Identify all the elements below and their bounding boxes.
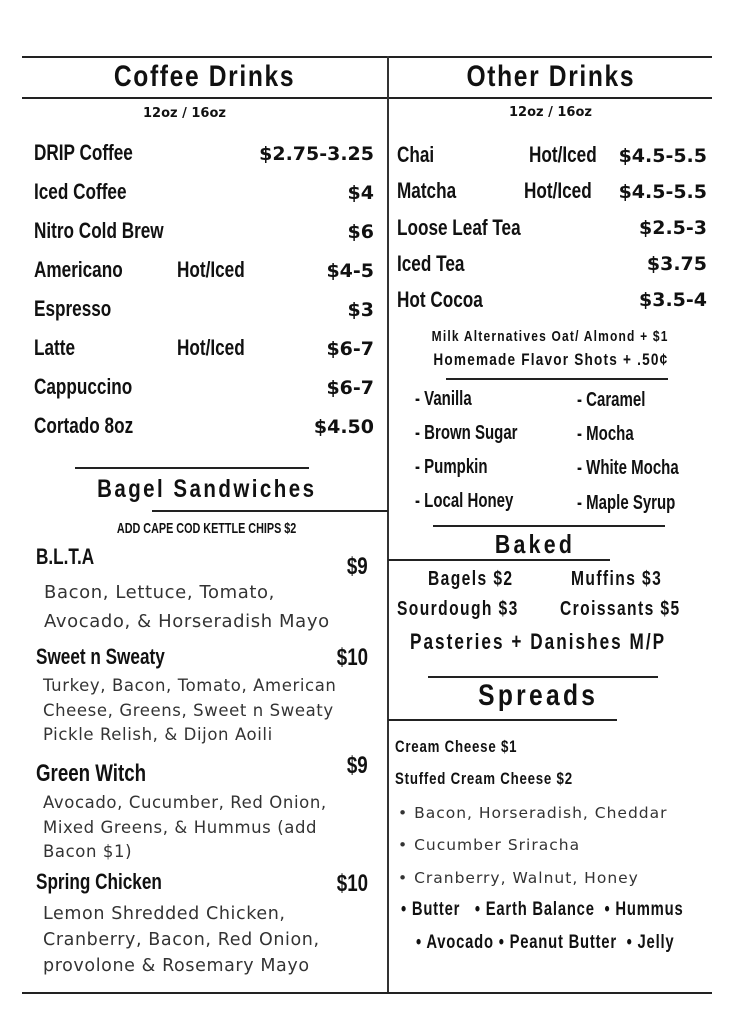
sandwich-description [44, 578, 330, 636]
coffee-item-name: Nitro Cold Brew [34, 218, 164, 243]
desc-line: provolone & Rosemary Mayo [43, 956, 310, 976]
sandwich-name: Spring Chicken [36, 869, 162, 894]
drink-item-name: Hot Cocoa [397, 287, 483, 312]
coffee-item-price: $4-5 [326, 260, 374, 282]
bottom-border [22, 992, 712, 994]
coffee-sizes: 12oz / 16oz [143, 106, 226, 121]
desc-line: Bacon, Lettuce, Tomato, [44, 582, 275, 603]
coffee-item-name: Americano [34, 257, 123, 282]
drink-item-name: Loose Leaf Tea [397, 215, 521, 240]
milk-alternatives: Milk Alternatives Oat/ Almond + $1 [432, 328, 669, 345]
spreads-title: Spreads [477, 679, 599, 712]
drink-item-option: Hot/Iced [524, 178, 592, 203]
baked-item: Muffins $3 [571, 568, 663, 590]
desc-line: Bacon $1) [43, 842, 133, 861]
divider [75, 467, 309, 469]
baked-item: Pasteries + Danishes M/P [410, 629, 667, 654]
desc-line: Cheese, Greens, Sweet n Sweaty [43, 700, 334, 720]
desc-line: Pickle Relish, & Dijon Aoili [43, 725, 273, 744]
spread-options-row: • Butter • Earth Balance • Hummus [401, 899, 684, 920]
drink-item-option: Hot/Iced [529, 142, 597, 167]
coffee-drinks-title: Coffee Drinks [113, 60, 296, 93]
flavor-shots: Homemade Flavor Shots + .50¢ [432, 350, 669, 369]
chips-addon: ADD CAPE COD KETTLE CHIPS $2 [117, 520, 297, 537]
stuffed-option: • Cranberry, Walnut, Honey [398, 869, 639, 887]
divider [388, 559, 610, 561]
coffee-item-price: $6-7 [326, 338, 374, 360]
coffee-item-name: Cappuccino [34, 374, 133, 399]
divider [428, 676, 658, 678]
cream-cheese-price: Cream Cheese $1 [395, 737, 518, 756]
flavor-item: - Vanilla [415, 388, 472, 410]
flavor-item: - Pumpkin [415, 456, 488, 478]
other-drinks-title: Other Drinks [466, 60, 635, 93]
baked-item: Bagels $2 [428, 568, 514, 590]
desc-line: Avocado, & Horseradish Mayo [44, 611, 330, 632]
divider [388, 719, 617, 721]
drink-item-price: $4.5-5.5 [618, 181, 707, 203]
sandwich-name: Sweet n Sweaty [36, 644, 165, 669]
bagel-sandwiches-title: Bagel Sandwiches [97, 475, 317, 503]
sandwich-description [43, 791, 327, 865]
baked-item: Sourdough $3 [397, 598, 519, 620]
sandwich-price: $10 [336, 644, 368, 671]
stuffed-option: • Bacon, Horseradish, Cheddar [398, 804, 668, 822]
stuffed-option: • Cucumber Sriracha [398, 836, 581, 854]
coffee-item-name: Iced Coffee [34, 179, 127, 204]
sandwich-name: B.L.T.A [36, 544, 95, 569]
drink-item-price: $2.5-3 [639, 217, 707, 239]
coffee-item-option: Hot/Iced [177, 257, 245, 282]
drink-item-name: Matcha [397, 178, 457, 203]
desc-line: Avocado, Cucumber, Red Onion, [43, 793, 327, 812]
desc-line: Turkey, Bacon, Tomato, American [43, 676, 337, 695]
stuffed-cream-cheese-price: Stuffed Cream Cheese $2 [395, 769, 573, 788]
sandwich-description [43, 674, 336, 748]
sandwich-price: $10 [336, 870, 368, 897]
drink-item-name: Iced Tea [397, 251, 465, 276]
flavor-item: - White Mocha [577, 457, 679, 479]
coffee-item-price: $2.75-3.25 [259, 143, 374, 165]
divider [433, 525, 665, 527]
desc-line: Lemon Shredded Chicken, [43, 904, 286, 924]
other-sizes: 12oz / 16oz [509, 105, 592, 120]
divider [446, 378, 668, 380]
sandwich-price: $9 [347, 752, 368, 779]
drink-item-price: $4.5-5.5 [618, 145, 707, 167]
flavor-item: - Local Honey [415, 490, 514, 512]
coffee-item-name: Cortado 8oz [34, 413, 134, 438]
desc-line: Mixed Greens, & Hummus (add [43, 817, 318, 837]
flavor-item: - Caramel [577, 389, 646, 411]
coffee-item-name: DRIP Coffee [34, 140, 133, 165]
coffee-item-price: $3 [347, 299, 374, 321]
divider [152, 510, 388, 512]
sandwich-price: $9 [347, 553, 368, 580]
coffee-item-name: Latte [34, 335, 75, 360]
coffee-item-option: Hot/Iced [177, 335, 245, 360]
coffee-item-price: $4.50 [313, 416, 374, 438]
sandwich-name: Green Witch [36, 760, 147, 787]
drink-item-name: Chai [397, 142, 435, 167]
coffee-item-price: $6-7 [326, 377, 374, 399]
drink-item-price: $3.5-4 [639, 289, 707, 311]
baked-item: Croissants $5 [560, 598, 681, 620]
flavor-item: - Maple Syrup [577, 492, 676, 514]
drink-item-price: $3.75 [646, 253, 707, 275]
header-divider [22, 97, 712, 99]
coffee-item-price: $6 [347, 221, 374, 243]
coffee-item-name: Espresso [34, 296, 112, 321]
coffee-item-price: $4 [347, 182, 374, 204]
flavor-item: - Mocha [577, 423, 634, 445]
desc-line: Cranberry, Bacon, Red Onion, [43, 930, 320, 950]
baked-title: Baked [494, 529, 576, 559]
flavor-item: - Brown Sugar [415, 422, 518, 444]
sandwich-description [43, 901, 320, 979]
spread-options-row: • Avocado • Peanut Butter • Jelly [416, 932, 675, 953]
